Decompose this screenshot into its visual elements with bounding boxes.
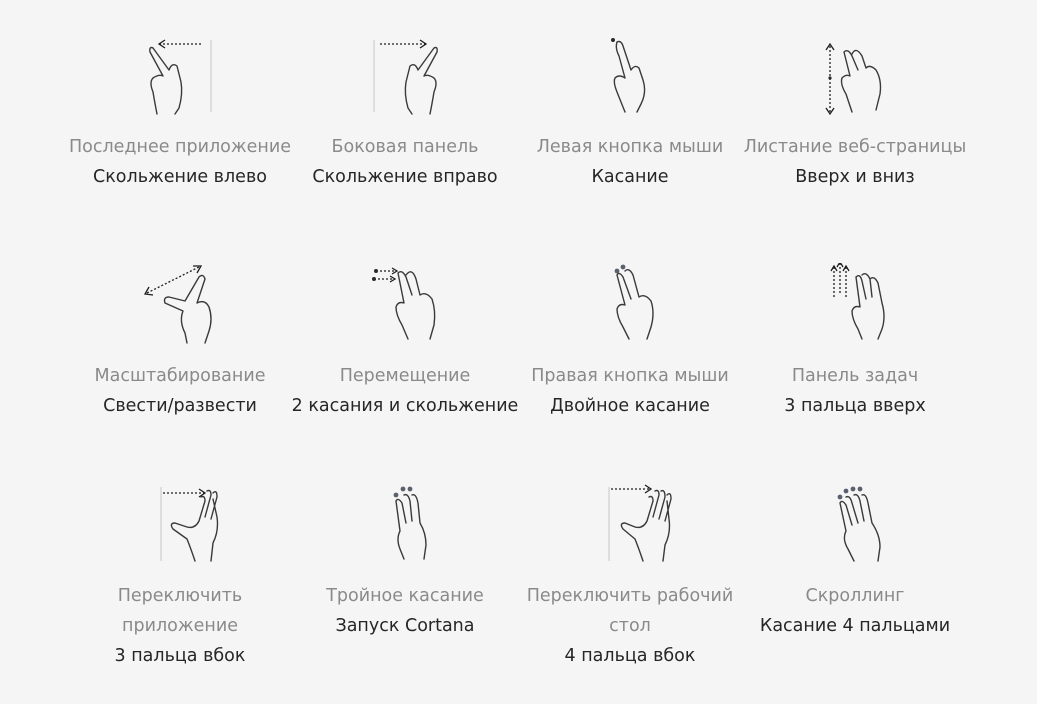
gesture-title: Левая кнопка мыши: [536, 137, 724, 157]
four-finger-swipe-icon: [575, 483, 685, 573]
gesture-description: Скольжение влево: [93, 167, 267, 187]
gesture-description: Касание: [591, 167, 669, 187]
swipe-right-icon: [350, 34, 460, 124]
gesture-description: Скольжение вправо: [312, 167, 498, 187]
gesture-cell: [60, 34, 300, 192]
gesture-description: 2 касания и скольжение: [291, 396, 519, 416]
gesture-title: Переключить приложение: [117, 586, 243, 636]
gesture-cell: [510, 263, 750, 421]
two-finger-tap-icon: [575, 263, 685, 353]
gesture-description: Вверх и вниз: [795, 167, 915, 187]
gesture-description: 3 пальца вбок: [114, 646, 246, 666]
gesture-title: Масштабирование: [94, 366, 266, 386]
two-finger-scroll-icon: [800, 34, 910, 124]
gesture-cell: [60, 483, 300, 671]
gesture-title: Боковая панель: [331, 137, 479, 157]
gesture-title: Перемещение: [339, 366, 471, 386]
three-finger-tap-icon: [350, 483, 460, 573]
gesture-description: Касание 4 пальцами: [759, 616, 951, 636]
swipe-left-icon: [125, 34, 235, 124]
gesture-cell: [735, 34, 975, 192]
pinch-zoom-icon: [125, 263, 235, 353]
gesture-title: Последнее приложение: [68, 137, 291, 157]
gesture-cell: [735, 263, 975, 421]
three-finger-up-icon: [800, 263, 910, 353]
gesture-title: Тройное касание: [326, 586, 484, 606]
gesture-title: Переключить рабочий стол: [526, 586, 734, 636]
gesture-title: Панель задач: [791, 366, 919, 386]
gesture-cell: [60, 263, 300, 421]
gesture-cell: [285, 34, 525, 192]
gesture-cell: [285, 483, 525, 641]
three-finger-swipe-icon: [125, 483, 235, 573]
gesture-description: 3 пальца вверх: [784, 396, 926, 416]
gesture-description: Двойное касание: [550, 396, 710, 416]
two-finger-drag-icon: [350, 263, 460, 353]
gesture-cell: [510, 483, 750, 671]
gesture-title: Листание веб-страницы: [743, 137, 967, 157]
gesture-grid: [30, 0, 1030, 704]
four-finger-tap-icon: [800, 483, 910, 573]
gesture-title: Правая кнопка мыши: [531, 366, 729, 386]
gesture-cell: [285, 263, 525, 421]
gesture-cell: [735, 483, 975, 641]
gesture-description: Свести/развести: [103, 396, 257, 416]
gesture-description: Запуск Cortana: [335, 616, 475, 636]
gesture-cell: [510, 34, 750, 192]
single-tap-icon: [575, 34, 685, 124]
gesture-title: Скроллинг: [805, 586, 905, 606]
gesture-description: 4 пальца вбок: [564, 646, 696, 666]
